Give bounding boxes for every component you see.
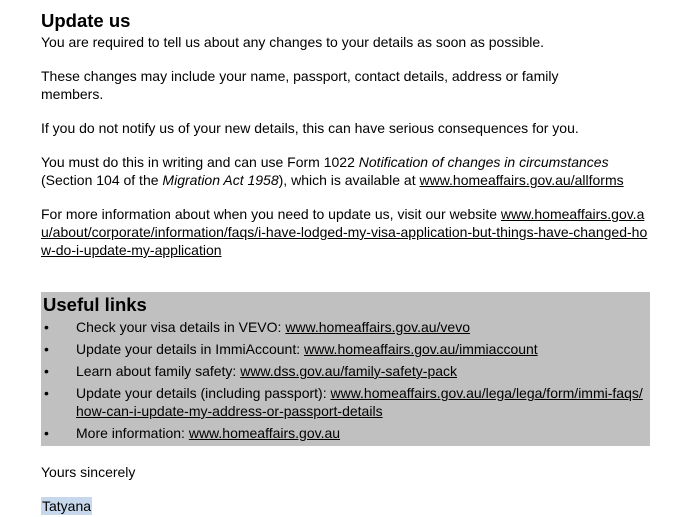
list-item (41, 362, 650, 380)
useful-links-heading: Useful links (43, 294, 147, 315)
update-paragraph-2: These changes may include your name, passport, contact details, address or family members. (41, 68, 559, 102)
update-us-heading: Update us (41, 10, 131, 31)
update-paragraph-5 (41, 205, 656, 259)
immiaccount-link[interactable]: www.homeaffairs.gov.au/immiaccount (304, 341, 538, 357)
bullet-icon: • (44, 385, 49, 401)
list-item (41, 318, 650, 336)
allforms-link[interactable]: www.homeaffairs.gov.au/allforms (419, 172, 624, 188)
list-item (41, 340, 650, 358)
list-item (41, 424, 650, 442)
useful-links-box (41, 292, 650, 446)
bullet-icon: • (44, 363, 49, 379)
act-title: Migration Act 1958 (162, 172, 279, 188)
link-label: Update your details (including passport): (76, 385, 331, 401)
update-us-section (41, 10, 656, 259)
update-paragraph-1: You are required to tell us about any changes to your details as soon as possible. (41, 34, 545, 50)
link-label: Update your details in ImmiAccount: (76, 341, 304, 357)
section-text: (Section 104 of the (41, 172, 163, 188)
vevo-link[interactable]: www.homeaffairs.gov.au/vevo (285, 319, 470, 335)
closing-text: Yours sincerely (41, 464, 136, 480)
family-safety-link[interactable]: www.dss.gov.au/family-safety-pack (240, 363, 458, 379)
update-faq-link[interactable]: www.homeaffairs.gov.au/about/corporate/information/faqs/i-have-lodged-my-visa-application-but-things-have-changed-how-do-i-update-my-application (41, 206, 648, 258)
signature[interactable]: Tatyana (42, 498, 92, 514)
bullet-icon: • (44, 425, 49, 441)
link-label: Learn about family safety: (76, 363, 241, 379)
more-information-link[interactable]: www.homeaffairs.gov.au (188, 425, 341, 441)
bullet-icon: • (44, 341, 49, 357)
form-title: Notification of changes in circumstances (358, 154, 609, 170)
link-label: More information: (76, 425, 189, 441)
form-text: You must do this in writing and can use Form 1022 (41, 154, 359, 170)
useful-links-list (41, 318, 650, 446)
link-label: Check your visa details in VEVO: (76, 319, 286, 335)
list-item (41, 384, 650, 420)
website-text: For more information about when you need to update us, visit our website (41, 206, 501, 222)
bullet-icon: • (44, 319, 49, 335)
passport-details-link[interactable]: www.homeaffairs.gov.au/lega/lega/form/immi-faqs/how-can-i-update-my-address-or-passport-details (76, 385, 643, 419)
update-paragraph-4 (41, 153, 646, 189)
update-paragraph-3: If you do not notify us of your new details, this can have serious consequences for you. (41, 120, 579, 136)
available-text: ), which is available at (278, 172, 420, 188)
